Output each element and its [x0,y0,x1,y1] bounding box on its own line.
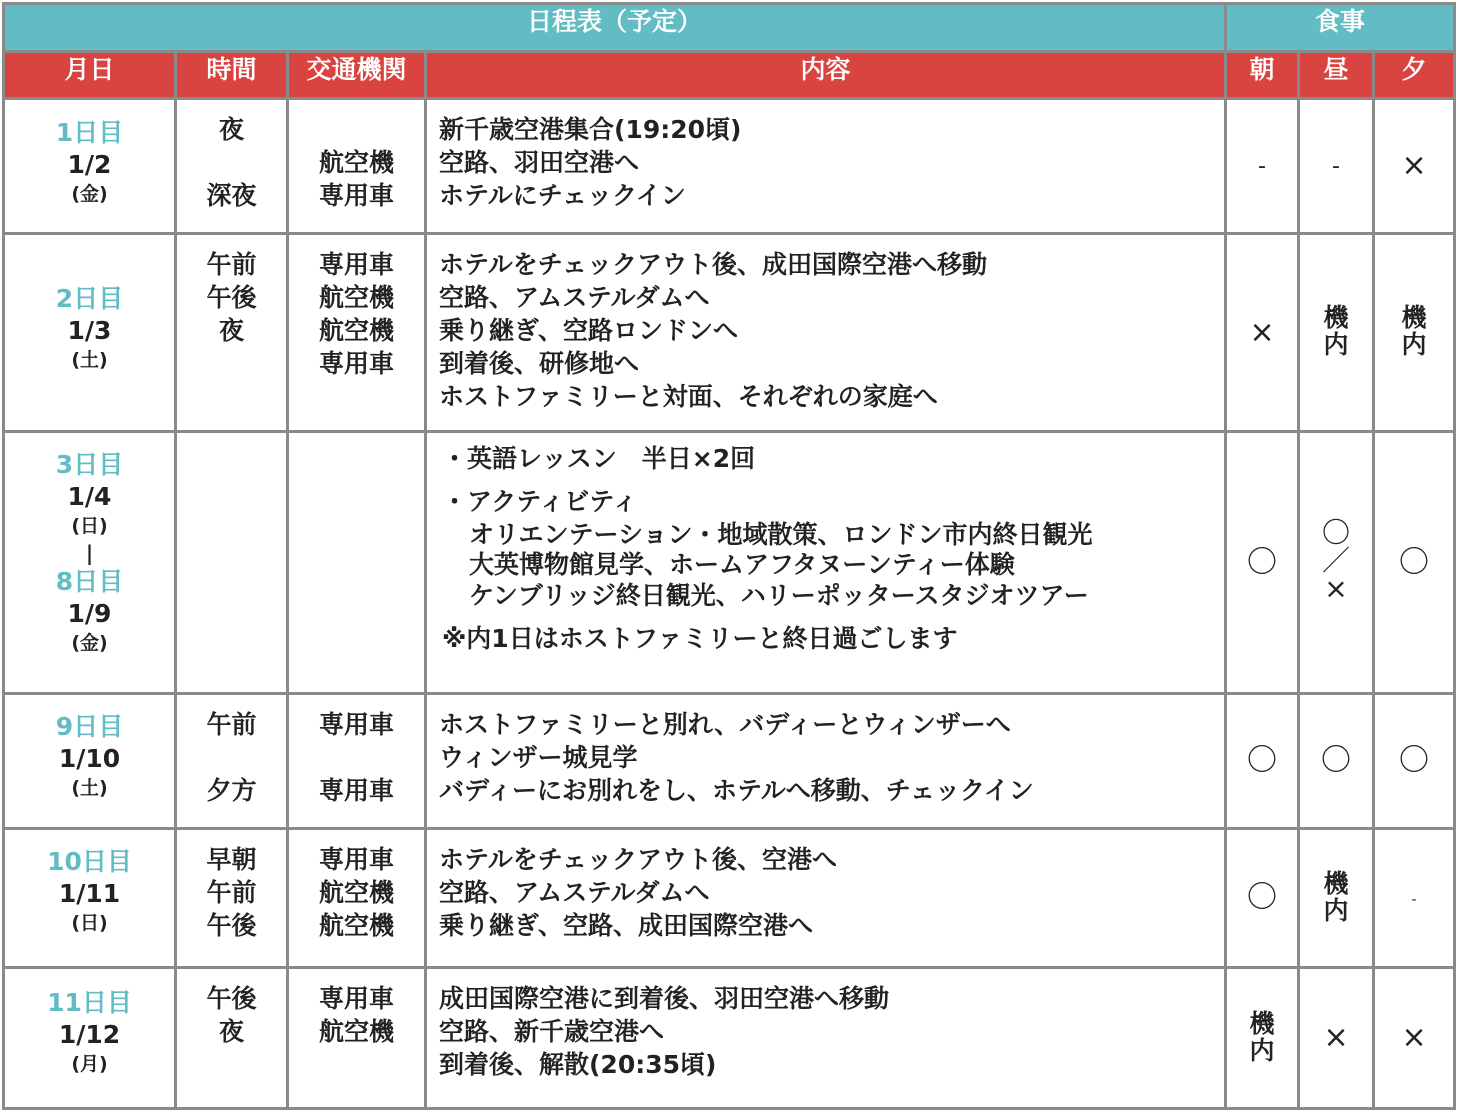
transport-label: 航空機 [318,911,394,940]
schedule-table [2,2,1456,1110]
date-cell [4,968,176,1109]
breakfast-cell [1226,968,1299,1109]
date-label: 1/11 [58,879,121,908]
dinner-cell [1374,968,1455,1109]
date-label: 1/2 [67,150,112,179]
range-mark: | [85,541,94,565]
col-transport: 交通機関 [288,52,426,99]
note-line: ※内1日はホストファミリーと終日過ごします [442,624,958,653]
content-line: ホテルにチェックイン [439,181,686,210]
table-row [4,432,1455,694]
time-cell [176,968,288,1109]
day-number: 11日目 [47,988,132,1017]
content-line: 到着後、解散(20:35頃) [439,1050,717,1079]
date-label: 1/3 [67,316,112,345]
date-cell [4,694,176,829]
transport-label: 専用車 [318,710,394,739]
transport-cell [288,99,426,234]
transport-label: 航空機 [318,1017,394,1046]
content-cell [426,694,1226,829]
time-cell [176,829,288,968]
meal-mark-inflight: 機 内 [1249,1008,1275,1065]
lunch-cell [1299,432,1374,694]
time-label: 夕方 [206,776,257,805]
breakfast-cell [1226,99,1299,234]
lunch-cell [1299,99,1374,234]
transport-label: 専用車 [318,984,394,1013]
meal-mark: × [1401,148,1427,183]
transport-label: 航空機 [318,148,394,177]
date-label-end: 1/9 [67,599,112,628]
meals-header: 食事 [1226,4,1455,52]
transport-cell [288,968,426,1109]
meal-mark: - [1332,154,1340,179]
dinner-cell [1374,694,1455,829]
meal-mark: 〇 [1321,743,1352,778]
weekday-label: (日) [71,912,108,934]
content-cell [426,968,1226,1109]
content-line: 空路、羽田空港へ [439,148,640,177]
content-line: 成田国際空港に到着後、羽田空港へ移動 [439,984,890,1013]
weekday-label: (月) [71,1053,108,1075]
meal-mark: - [1411,892,1417,908]
transport-cell [288,829,426,968]
meal-mark-split: 〇 ／ × [1322,516,1351,605]
table-row [4,968,1455,1109]
transport-label: 専用車 [318,349,394,378]
content-line: 新千歳空港集合(19:20頃) [439,115,742,144]
day-number: 10日目 [47,847,132,876]
time-cell [176,694,288,829]
date-cell [4,432,176,694]
content-line: 乗り継ぎ、空路ロンドンへ [439,316,739,345]
time-label: 夜 [218,316,244,345]
content-line: ウィンザー城見学 [439,743,638,772]
content-cell [426,829,1226,968]
lunch-cell [1299,968,1374,1109]
content-line: ホテルをチェックアウト後、空港へ [439,845,838,874]
meal-mark: 〇 [1399,544,1430,580]
time-cell [176,234,288,432]
dinner-cell [1374,234,1455,432]
meal-mark: × [1323,1020,1349,1055]
meal-mark: 〇 [1247,743,1278,778]
weekday-label: (金) [71,183,108,205]
time-label: 深夜 [206,181,257,210]
time-label: 早朝 [206,845,257,874]
breakfast-cell [1226,432,1299,694]
transport-label: 専用車 [318,845,394,874]
weekday-label-end: (金) [71,632,108,654]
date-label: 1/12 [58,1020,121,1049]
col-time: 時間 [176,52,288,99]
transport-label: 航空機 [318,283,394,312]
time-label: 夜 [218,1017,244,1046]
day-number-end: 8日目 [55,567,124,596]
time-label: 午前 [206,250,257,279]
weekday-label: (土) [71,777,108,799]
content-cell [426,432,1226,694]
transport-label: 専用車 [318,250,394,279]
table-row [4,829,1455,968]
day-number: 2日目 [55,284,124,313]
content-line: バディーにお別れをし、ホテルへ移動、チェックイン [439,776,1034,805]
meal-mark: 〇 [1247,880,1278,915]
col-dinner: 夕 [1374,52,1455,99]
lunch-cell [1299,234,1374,432]
time-label: 午後 [206,283,257,312]
transport-label: 航空機 [318,316,394,345]
lesson-line: ・英語レッスン 半日×2回 [442,444,756,473]
table-row [4,234,1455,432]
activity-line: 大英博物館見学、ホームアフタヌーンティー体験 [469,550,1015,579]
activity-title: ・アクティビティ [442,487,638,516]
transport-label: 専用車 [318,181,394,210]
time-label: 夜 [218,115,244,144]
transport-cell [288,432,426,694]
content-line: 空路、アムステルダムへ [439,878,710,907]
breakfast-cell [1226,694,1299,829]
time-label: 午後 [206,984,257,1013]
weekday-label: (日) [71,515,108,537]
date-label: 1/10 [58,744,121,773]
meal-mark: × [1249,314,1275,350]
table-row [4,694,1455,829]
meal-mark-inflight: 機 内 [1323,868,1349,925]
time-label: 午後 [206,911,257,940]
transport-label: 専用車 [318,776,394,805]
time-label: 午前 [206,878,257,907]
meal-mark: - [1258,154,1266,179]
content-cell [426,99,1226,234]
content-line: ホストファミリーと別れ、バディーとウィンザーへ [439,710,1011,739]
lunch-cell [1299,829,1374,968]
activity-line: ケンブリッジ終日観光、ハリーポッタースタジオツアー [469,581,1089,610]
transport-label: 航空機 [318,878,394,907]
breakfast-cell [1226,234,1299,432]
date-cell [4,234,176,432]
meal-mark-inflight: 機 内 [1401,303,1427,359]
col-breakfast: 朝 [1226,52,1299,99]
activity-line: オリエンテーション・地域散策、ロンドン市内終日観光 [469,520,1093,549]
day-number: 3日目 [55,450,124,479]
content-line: 乗り継ぎ、空路、成田国際空港へ [439,911,814,940]
meal-mark-inflight: 機 内 [1323,303,1349,359]
day-number: 9日目 [55,712,124,741]
dinner-cell [1374,829,1455,968]
day-number: 1日目 [55,118,124,147]
transport-cell [288,694,426,829]
header-row-title [4,4,1455,52]
content-line: 空路、アムステルダムへ [439,283,710,312]
content-line: 到着後、研修地へ [439,349,640,378]
meal-mark: × [1401,1020,1427,1055]
content-line: ホストファミリーと対面、それぞれの家庭へ [439,382,938,411]
col-lunch: 昼 [1299,52,1374,99]
table-row [4,99,1455,234]
content-line: 空路、新千歳空港へ [439,1017,665,1046]
time-cell [176,99,288,234]
header-row-columns [4,52,1455,99]
transport-cell [288,234,426,432]
breakfast-cell [1226,829,1299,968]
table-title: 日程表（予定） [4,4,1226,52]
lunch-cell [1299,694,1374,829]
meal-mark: 〇 [1399,743,1430,778]
dinner-cell [1374,99,1455,234]
content-cell [426,234,1226,432]
date-cell [4,829,176,968]
dinner-cell [1374,432,1455,694]
time-label: 午前 [206,710,257,739]
col-content: 内容 [426,52,1226,99]
meal-mark: 〇 [1247,544,1278,580]
col-date: 月日 [4,52,176,99]
time-cell [176,432,288,694]
weekday-label: (土) [71,349,108,371]
date-cell [4,99,176,234]
date-label: 1/4 [67,482,112,511]
content-line: ホテルをチェックアウト後、成田国際空港へ移動 [439,250,988,279]
